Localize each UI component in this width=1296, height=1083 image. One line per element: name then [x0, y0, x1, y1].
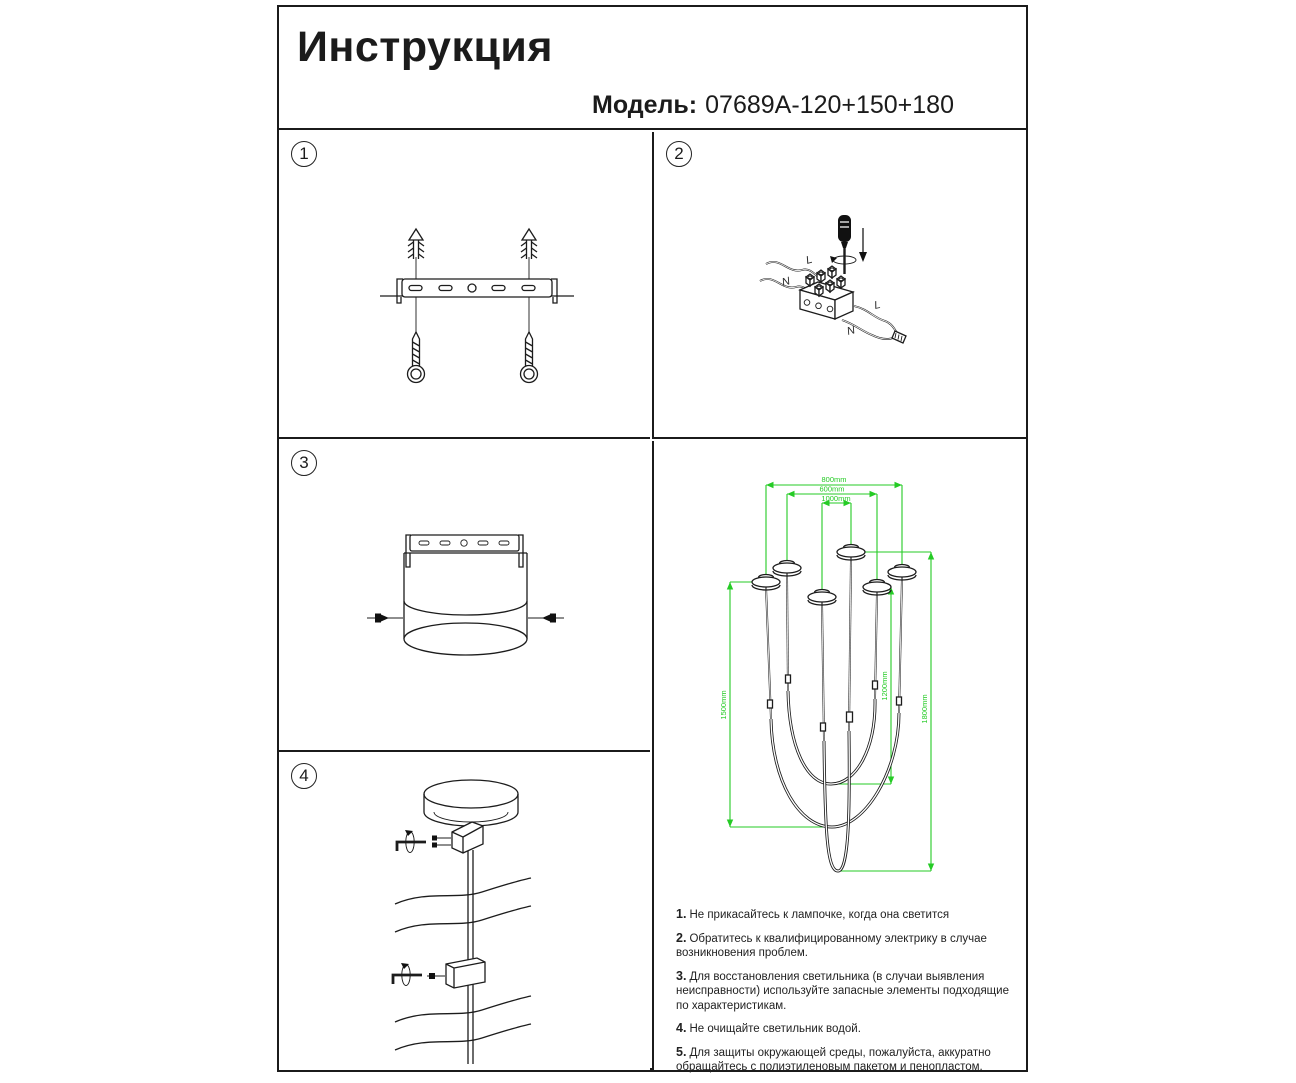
suspension-rod [468, 850, 473, 1064]
panel-step3 [279, 441, 650, 752]
step4-cable-lock-diagram [279, 754, 650, 1068]
step3-badge: 3 [291, 450, 317, 476]
canopy-icon [424, 780, 518, 826]
step1-mounting-diagram [279, 132, 650, 437]
wire-label-left-n: N [780, 275, 792, 289]
cable-lock-top-icon [432, 822, 483, 853]
note-num: 4. [676, 1021, 687, 1035]
panel-step4 [279, 754, 650, 1070]
panel-step2 [652, 132, 1026, 439]
instruction-sheet [277, 5, 1028, 1072]
wire-label-left-l: L [804, 253, 814, 267]
note-num: 5. [676, 1044, 687, 1059]
dim-1200: 1200mm [880, 671, 889, 701]
safety-notes [676, 907, 1010, 1083]
side-screw-left-icon [367, 614, 403, 623]
note-num: 3. [676, 968, 687, 983]
dim-1000: 1000mm [821, 494, 851, 503]
pendant-dimension-drawing [654, 441, 1026, 904]
dim-800: 800mm [821, 475, 847, 484]
model-line [592, 91, 954, 120]
step3-canopy-diagram [279, 441, 650, 750]
screwdriver-icon [830, 215, 856, 274]
wire-label-right-l: L [873, 298, 882, 312]
side-screw-right-icon [528, 614, 564, 623]
page-title: Инструкция [297, 23, 553, 71]
note-item-5 [676, 1045, 1010, 1075]
arrow-down-icon [859, 228, 867, 262]
note-item-2 [676, 931, 1010, 961]
note-text: Для защиты окружающей среды, пожалуйста, аккуратно обращайтесь с полиэтиленовым пакетом и пенопластом. [676, 1046, 991, 1074]
note-item-3 [676, 969, 1010, 1013]
note-num: 2. [676, 930, 687, 945]
step1-badge: 1 [291, 141, 317, 167]
step2-wiring-diagram [654, 132, 1026, 437]
dim-600: 600mm [819, 484, 845, 494]
canopy-icon [404, 553, 527, 655]
note-text: Для восстановления светильника (в случаи выявления неисправности) используйте запасные элементы подходящие по характеристикам. [676, 970, 1009, 1012]
wire-label-right-n: N [845, 324, 857, 338]
note-item-4 [676, 1021, 1010, 1037]
panel-step1 [279, 132, 650, 439]
note-item-1 [676, 907, 1010, 923]
cable-lock-bottom-icon [427, 958, 485, 988]
mounting-bracket-icon [406, 535, 523, 567]
pendant-tubes [771, 691, 899, 871]
note-text: Не очищайте светильник водой. [689, 1023, 861, 1035]
allen-key-bottom-icon [393, 963, 422, 986]
header [279, 7, 1026, 130]
step4-badge: 4 [291, 763, 317, 789]
model-value: 07689A-120+150+180 [705, 91, 954, 119]
allen-key-top-icon [397, 830, 426, 853]
step2-badge: 2 [666, 141, 692, 167]
note-text: Не прикасайтесь к лампочке, когда она светится [689, 909, 950, 921]
model-label: Модель: [592, 91, 698, 119]
panel-overview [652, 441, 1026, 1074]
note-num: 1. [676, 907, 687, 921]
note-text: Обратитесь к квалифицированному электрику в случае возникновения проблем. [676, 932, 987, 960]
twisted-wire-end-icon [892, 331, 906, 343]
dim-1500: 1500mm [719, 690, 728, 720]
dim-1800: 1800mm [920, 694, 929, 724]
